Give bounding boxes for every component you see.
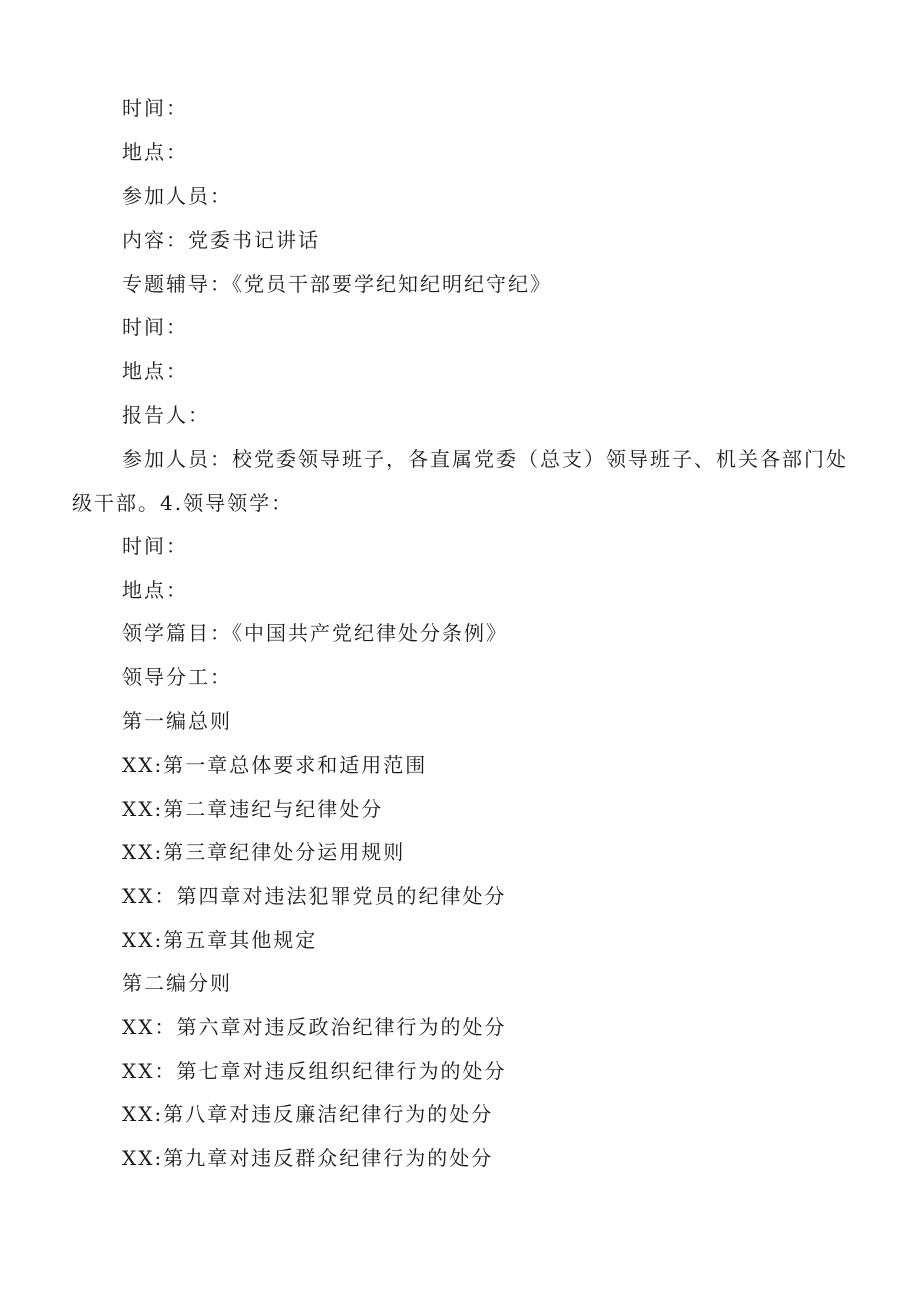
line-place-1: 地点： [122,140,188,164]
line-content: 内容：党委书记讲话 [122,228,320,252]
line-chapter-5: XX:第五章其他规定 [122,928,318,952]
line-chapter-7: XX：第七章对违反组织纪律行为的处分 [122,1059,507,1083]
line-place-3: 地点： [122,578,188,602]
paragraph-participants-2: 参加人员：校党委领导班子，各直属党委（总支）领导班子、机关各部门处级干部。4.领导领学： [72,447,848,515]
line-reporter: 报告人： [122,403,210,427]
line-time-1: 时间： [122,96,188,120]
line-part-two: 第二编分则 [122,971,232,995]
line-participants-1: 参加人员： [122,184,232,208]
line-chapter-4: XX：第四章对违法犯罪党员的纪律处分 [122,884,507,908]
line-chapter-3: XX:第三章纪律处分运用规则 [122,840,406,864]
line-chapter-2: XX:第二章违纪与纪律处分 [122,797,384,821]
line-chapter-1: XX:第一章总体要求和适用范围 [122,753,428,777]
line-leader-division: 领导分工： [122,665,232,689]
line-chapter-6: XX：第六章对违反政治纪律行为的处分 [122,1015,507,1039]
line-part-one: 第一编总则 [122,709,232,733]
line-chapter-8: XX:第八章对违反廉洁纪律行为的处分 [122,1102,494,1126]
line-time-2: 时间： [122,315,188,339]
line-special-guidance: 专题辅导：《党员干部要学纪知纪明纪守纪》 [122,272,552,296]
line-chapter-9: XX:第九章对违反群众纪律行为的处分 [122,1146,494,1170]
line-place-2: 地点： [122,359,188,383]
line-time-3: 时间： [122,534,188,558]
line-reading-title: 领学篇目：《中国共产党纪律处分条例》 [122,621,508,645]
